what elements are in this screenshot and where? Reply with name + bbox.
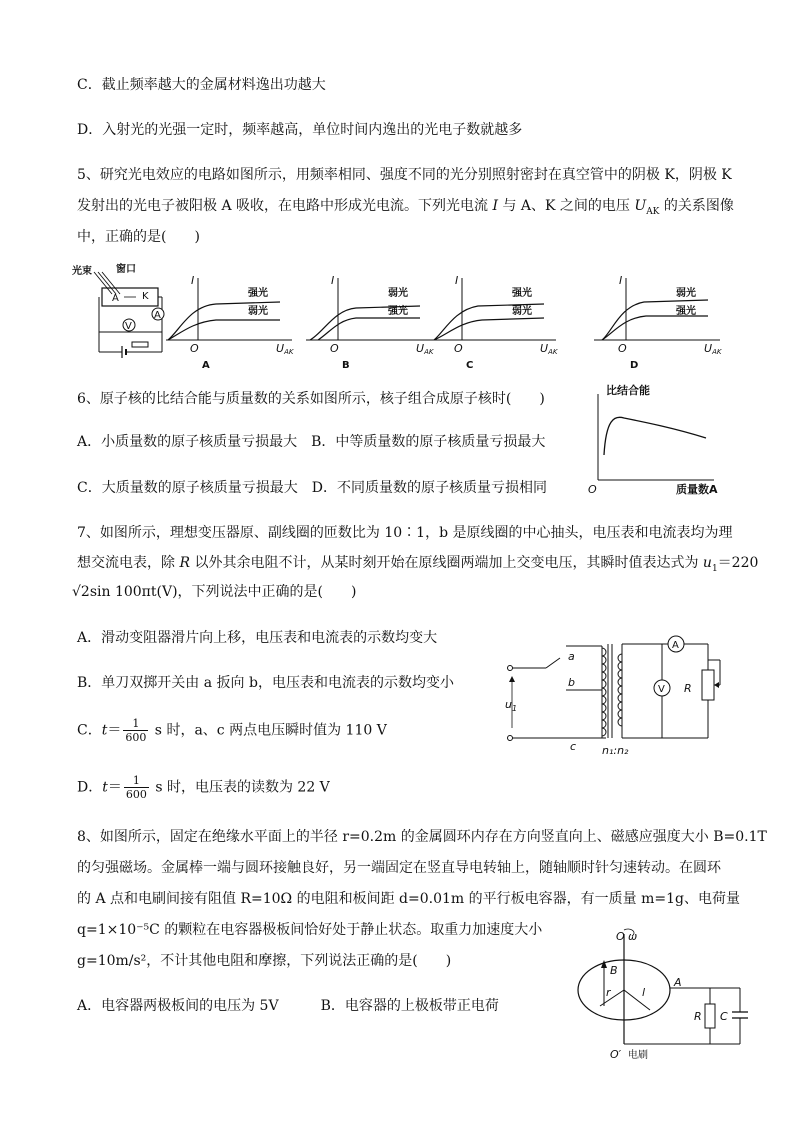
q5-graph-C-y-label: I xyxy=(455,274,459,287)
q5-stem-line1: 5、研究光电效应的电路如图所示，用频率相同、强度不同的光分别照射密封在真空管中的阴极 K，阴极 K xyxy=(77,167,732,183)
q6-option-a: A．小质量数的原子核质量亏损最大 xyxy=(77,434,298,450)
q5-graph-B-upper-label: 弱光 xyxy=(388,288,408,299)
q6-options-row2[interactable] xyxy=(77,478,547,498)
q7-stem-line1: 7、如图所示，理想变压器原、副线圈的匝数比为 10∶1，b 是原线圈的中心抽头，电压表和电流表均为理 xyxy=(77,525,733,541)
q4-option-c: C．截止频率越大的金属材料逸出功越大 xyxy=(77,77,326,93)
q5-graph-options xyxy=(160,272,720,372)
q5-graph-A-option-label: A xyxy=(202,360,210,371)
q6-option-d: D．不同质量数的原子核质量亏损相同 xyxy=(311,480,547,496)
q5-graph-A-origin: O xyxy=(190,342,199,355)
svg-text:V: V xyxy=(658,684,665,695)
q5-graph-C-lower-label: 弱光 xyxy=(512,306,532,317)
q7-u1-label: $u_1$ xyxy=(505,698,518,713)
q5-graph-B-y-label: I xyxy=(331,274,335,287)
q5-rheostat-icon xyxy=(132,342,148,347)
q5-anode-label: A xyxy=(112,293,119,304)
q5-graph-C-upper-label: 强光 xyxy=(512,288,532,299)
q8-l-label: l xyxy=(642,986,646,999)
q5-stem-line3: 中，正确的是( ) xyxy=(77,229,200,245)
q5-graph-D-option-label: D xyxy=(630,360,639,371)
q5-circuit-diagram xyxy=(72,262,172,360)
q5-beam-label: 光束 xyxy=(72,266,92,277)
q7-ratio-label: n₁:n₂ xyxy=(602,744,629,757)
q8-brush-label: 电刷 xyxy=(628,1050,648,1061)
q8-r-label: r xyxy=(606,986,611,999)
q5-window-label: 窗口 xyxy=(116,264,136,275)
q7-primary-coil xyxy=(602,648,606,736)
q7-option-c[interactable]: C．t＝ $\frac{1}{600}$ s 时，a、c 两点电压瞬时值为 110 V xyxy=(77,717,387,744)
q7-stem-line2: 想交流电表，除 R 以外其余电阻不计，从某时刻开始在原线圈两端加上交变电压，其瞬时值表达式为 $u_1=220$ xyxy=(77,555,759,574)
q5-graph-C-origin: O xyxy=(454,342,463,355)
q7-terminal-c: c xyxy=(570,740,577,753)
q8-option-a: A．电容器两极板间的电压为 5V xyxy=(77,998,279,1014)
q8-options-row1[interactable] xyxy=(77,996,499,1016)
q7-r-label: R xyxy=(684,682,692,695)
q7-transformer-circuit xyxy=(498,630,728,760)
q5-graph-D-lower-label: 强光 xyxy=(676,306,696,317)
q5-graph-C-x-label: UAK xyxy=(540,342,558,356)
q5-graph-D-x-label: UAK xyxy=(704,342,722,356)
q6-binding-energy-graph xyxy=(584,380,724,500)
q8-axis-top-label: O xyxy=(616,930,625,943)
q8-stem-line3: 的 A 点和电刷间接有阻值 R=10Ω 的电阻和板间距 d=0.01m 的平行板电容器，有一质量 m=1g、电荷量 xyxy=(77,891,740,907)
q5-cathode-label: K xyxy=(142,291,149,302)
q8-resistor-icon xyxy=(705,1004,715,1028)
q5-stem-line2: 发射出的光电子被阳极 A 吸收，在电路中形成光电流。下列光电流 I 与 A、K 之间的电压 $U_{AK}$ 的关系图像 xyxy=(77,198,734,217)
q5-graph-D-upper-label: 弱光 xyxy=(676,288,696,299)
svg-text:A: A xyxy=(672,640,679,651)
q8-b-label: B xyxy=(610,964,618,977)
q5-graph-A-x-label: UAK xyxy=(276,342,294,356)
q8-cap-label: C xyxy=(720,1010,728,1023)
q8-stem-line2: 的匀强磁场。金属棒一端与圆环接触良好，另一端固定在竖直导电转轴上，随轴顺时针匀速转动。在圆环 xyxy=(77,860,721,876)
q8-point-a-label: A xyxy=(674,976,682,989)
q7-stem-line3: √2sin 100πt(V)，下列说法中正确的是( ) xyxy=(72,584,357,600)
q8-ring-figure xyxy=(570,926,760,1062)
q8-stem-line5: g=10m/s²，不计其他电阻和摩擦，下列说法正确的是( ) xyxy=(77,953,452,969)
q5-graph-D-origin: O xyxy=(618,342,627,355)
q7-contact-b: b xyxy=(568,676,575,689)
svg-text:A: A xyxy=(154,310,161,321)
q5-graph-A-upper-label: 强光 xyxy=(248,288,268,299)
svg-text:V: V xyxy=(125,321,132,332)
q5-graph-C-option-label: C xyxy=(466,360,474,371)
q7-secondary-coil xyxy=(618,654,622,726)
q6-option-c: C．大质量数的原子核质量亏损最大 xyxy=(77,480,298,496)
q5-graph-B-x-label: UAK xyxy=(416,342,434,356)
q8-stem-line4: q=1×10⁻⁵C 的颗粒在电容器极板间恰好处于静止状态。取重力加速度大小 xyxy=(77,922,543,938)
q5-graph-A-lower-curve xyxy=(168,320,280,340)
q7-contact-a: a xyxy=(568,650,575,663)
q7-option-a[interactable]: A．滑动变阻器滑片向上移，电压表和电流表的示数均变大 xyxy=(77,630,438,646)
q6-stem: 6、原子核的比结合能与质量数的关系如图所示，核子组合成原子核时( ) xyxy=(77,391,545,407)
q8-axis-bottom-label: O′ xyxy=(610,1048,622,1061)
q6-y-axis-label: 比结合能 xyxy=(606,384,650,397)
q7-rheostat-icon xyxy=(702,670,714,700)
q6-curve xyxy=(604,417,706,455)
q5-graph-A-lower-label: 弱光 xyxy=(248,306,268,317)
q8-option-b: B．电容器的上极板带正电荷 xyxy=(320,998,499,1014)
q6-option-b: B．中等质量数的原子核质量亏损最大 xyxy=(311,434,546,450)
q5-graph-A-y-label: I xyxy=(191,274,195,287)
q6-origin-label: O xyxy=(588,483,597,496)
q7-option-b[interactable]: B．单刀双掷开关由 a 扳向 b，电压表和电流表的示数均变小 xyxy=(77,675,454,691)
q8-omega-label: ω xyxy=(628,930,638,943)
q5-graph-B-lower-label: 强光 xyxy=(388,306,408,317)
q6-options-row1[interactable] xyxy=(77,432,545,452)
q5-graph-B-lower-curve xyxy=(318,318,420,340)
q4-option-d: D．入射光的光强一定时，频率越高，单位时间内逸出的光电子数就越多 xyxy=(77,122,523,138)
q8-res-label: R xyxy=(694,1010,702,1023)
q5-graph-B-option-label: B xyxy=(342,360,350,371)
q6-x-axis-label: 质量数A xyxy=(676,483,718,496)
q8-stem-line1: 8、如图所示，固定在绝缘水平面上的半径 r=0.2m 的金属圆环内存在方向竖直向上、磁感应强度大小 B=0.1T xyxy=(77,829,767,845)
q5-graph-D-y-label: I xyxy=(619,274,623,287)
q7-option-d[interactable]: D．t＝ $\frac{1}{600}$ s 时，电压表的读数为 22 V xyxy=(77,774,330,801)
q5-graph-B-origin: O xyxy=(330,342,339,355)
